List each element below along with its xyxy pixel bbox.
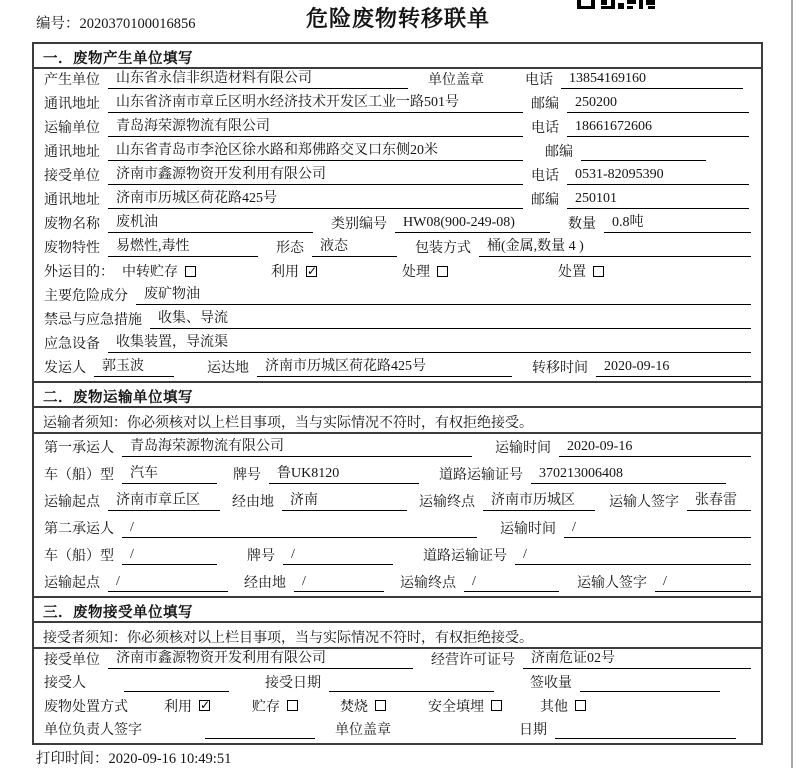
form-row [34,333,761,357]
field-label: 牌号 [247,549,275,564]
waste-form: 液态 [312,235,397,257]
transport-date-2: / [564,520,751,538]
field-label: 运输起点 [44,495,100,510]
section-transporter [34,381,761,596]
checkbox-unchecked-icon [575,700,586,711]
first-carrier: 青岛海荣源物流有限公司 [122,435,472,457]
waste-category-code: HW08(900-249-08) [395,215,550,233]
receiver-address: 济南市历城区荷花路425号 [108,187,523,209]
form-row [34,673,761,697]
checkbox-label: 利用 [164,699,192,715]
purpose-use [271,261,317,281]
field-label: 邮编 [531,193,559,208]
disposal-incinerate [340,696,386,716]
waste-characteristics: 易燃性,毒性 [108,235,258,257]
via-1: 济南 [282,489,407,511]
field-label: 运输起点 [44,576,100,591]
field-label: 外运目的： [44,265,114,280]
section-receiver-title: 三．废物接受单位填写 [34,598,761,623]
end-2: / [464,574,559,592]
origin-2: / [108,574,228,592]
vehicle-type-1: 汽车 [122,462,217,484]
received-amount [580,675,720,692]
field-label: 转移时间 [532,361,588,376]
field-label: 经营许可证号 [431,652,515,668]
unit-seal-label: 单位盖章 [428,73,484,88]
emergency-equipment: 收集装置，导流渠 [108,331,751,353]
field-label: 经由地 [232,495,274,510]
checkbox-unchecked-icon [491,700,502,711]
field-label: 道路运输证号 [439,468,523,483]
disposal-use [164,696,210,716]
form-row [34,141,761,165]
plate-no-1: 鲁UK8120 [269,462,419,484]
waste-quantity: 0.8吨 [604,211,751,233]
field-label: 接受日期 [265,676,321,691]
field-label: 第一承运人 [44,441,114,456]
print-time-value: 2020-09-16 10:49:51 [108,751,232,767]
checkbox-unchecked-icon [437,266,448,277]
field-label: 通讯地址 [44,145,100,160]
transporter-unit: 青岛海荣源物流有限公司 [108,115,523,137]
field-label: 数量 [568,217,596,232]
field-label: 运达地 [207,361,249,376]
checkbox-label: 利用 [271,265,299,280]
form-row [34,165,761,189]
field-label: 包装方式 [415,241,471,256]
checkbox-checked-icon [199,700,210,711]
receiver-postcode: 250101 [567,191,749,209]
print-time [36,747,231,768]
form-row [34,357,761,381]
field-label: 电话 [531,169,559,184]
checkbox-label: 处理 [402,265,430,280]
document-header [0,0,796,40]
field-label: 运输人签字 [609,495,679,510]
transport-date-1: 2020-09-16 [559,439,751,457]
checkbox-unchecked-icon [185,266,196,277]
field-label: 废物处置方式 [44,699,128,715]
form-row [34,720,761,744]
form-row [34,649,761,673]
form-row [34,309,761,333]
field-label: 运输时间 [495,441,551,456]
purpose-treat [402,261,448,281]
field-label: 单位负责人签字 [44,723,142,738]
checkbox-label: 贮存 [252,699,280,715]
transfer-date: 2020-09-16 [596,359,751,377]
field-label: 主要危险成分 [44,289,128,304]
field-label: 邮编 [545,145,573,160]
origin-1: 济南市章丘区 [108,489,220,511]
form-row [34,434,761,461]
field-label: 产生单位 [44,73,100,88]
checkbox-unchecked-icon [375,700,386,711]
producer-unit: 山东省永信非织造材料有限公司 [108,67,408,89]
receive-unit: 济南市鑫源物资开发利用有限公司 [108,647,413,669]
form-row [34,542,761,569]
field-label: 经由地 [244,576,286,591]
field-label: 运输时间 [500,522,556,537]
field-label: 接受单位 [44,169,100,184]
form-row [34,261,761,285]
transporter-phone: 18661672606 [567,119,749,137]
checkbox-unchecked-icon [593,266,604,277]
section-producer [34,44,761,381]
vehicle-type-2: / [122,547,217,565]
field-label: 类别编号 [331,217,387,232]
section-receiver-rows [34,649,761,743]
field-label: 日期 [519,723,547,738]
via-2: / [294,574,384,592]
purpose-transfer-storage [122,261,196,281]
section-transporter-title: 二．废物运输单位填写 [34,383,761,408]
form-row [34,285,761,309]
section-transporter-rows [34,434,761,596]
road-permit-2: / [515,547,751,565]
field-label: 第二承运人 [44,522,114,537]
document-title: 危险废物转移联单 [305,6,490,31]
checkbox-label: 中转贮存 [122,265,178,280]
print-time-label: 打印时间： [36,751,109,767]
responsible-signature [205,722,315,739]
receiver-phone: 0531-82095390 [567,167,749,185]
waste-name: 废机油 [108,211,313,233]
transporter-postcode [581,144,706,161]
field-label: 车（船）型 [44,468,114,483]
form-row [34,69,761,93]
disposal-other [540,696,586,716]
carrier-notice: 运输者须知：你必须核对以上栏目事项，当与实际情况不符时，有权拒绝接受。 [34,408,761,434]
field-label: 电话 [531,121,559,136]
checkbox-label: 焚烧 [340,699,368,715]
field-label: 发运人 [44,361,86,376]
receiver-unit: 济南市鑫源物资开发利用有限公司 [108,163,523,185]
form-row [34,117,761,141]
receive-date [329,675,494,692]
field-label: 电话 [525,73,553,88]
license-no: 济南危证02号 [523,647,751,669]
window-edge [791,0,793,768]
producer-postcode: 250200 [567,95,749,113]
checkbox-label: 处置 [558,265,586,280]
producer-phone: 13854169160 [561,71,743,89]
field-label: 接受人 [44,676,86,691]
field-label: 邮编 [531,97,559,112]
field-label: 运输终点 [400,576,456,591]
field-label: 牌号 [233,468,261,483]
unit-seal-label: 单位盖章 [335,723,391,738]
checkbox-unchecked-icon [287,700,298,711]
carrier-signature-2: / [655,574,751,592]
producer-address: 山东省济南市章丘区明水经济技术开发区工业一路501号 [108,91,523,113]
transfer-form [32,42,763,745]
section-producer-rows [34,69,761,381]
field-label: 接受单位 [44,652,100,668]
consignor: 郭玉波 [94,355,174,377]
section-receiver [34,596,761,743]
carrier-signature-1: 张春雷 [687,489,751,511]
doc-number-value: 2020370100016856 [79,16,196,32]
field-label: 废物名称 [44,217,100,232]
field-label: 通讯地址 [44,97,100,112]
field-label: 运输人签字 [577,576,647,591]
packing-method: 桶(金属,数量 4 ) [479,235,751,257]
field-label: 道路运输证号 [423,549,507,564]
field-label: 废物特性 [44,241,100,256]
destination: 济南市历城区荷花路425号 [257,355,512,377]
field-label: 车（船）型 [44,549,114,564]
section-producer-title: 一．废物产生单位填写 [34,44,761,69]
form-row [34,93,761,117]
doc-number-label: 编号： [36,16,80,32]
checkbox-label: 安全填埋 [428,699,484,715]
form-row [34,696,761,720]
field-label: 签收量 [530,676,572,691]
form-row [34,237,761,261]
form-row [34,189,761,213]
disposal-storage [252,696,298,716]
disposal-landfill [428,696,502,716]
checkbox-checked-icon [306,266,317,277]
purpose-dispose [558,261,604,281]
end-1: 济南市历城区 [483,489,595,511]
road-permit-1: 370213006408 [531,466,726,484]
form-row [34,569,761,596]
sign-date [555,722,736,739]
form-row [34,461,761,488]
transporter-address: 山东省青岛市李沧区徐水路和郑佛路交叉口东侧20米 [108,139,523,161]
main-hazard-component: 废矿物油 [136,283,751,305]
second-carrier: / [122,520,477,538]
checkbox-label: 其他 [540,699,568,715]
receiver-notice: 接受者须知：你必须核对以上栏目事项，当与实际情况不符时，有权拒绝接受。 [34,623,761,649]
field-label: 通讯地址 [44,193,100,208]
qr-code-fragment [577,0,655,10]
field-label: 运输单位 [44,121,100,136]
field-label: 运输终点 [419,495,475,510]
form-row [34,213,761,237]
form-row [34,488,761,515]
form-row [34,515,761,542]
emergency-measures: 收集、导流 [150,307,751,329]
plate-no-2: / [283,547,393,565]
field-label: 形态 [276,241,304,256]
receiver-person [124,675,229,692]
field-label: 禁忌与应急措施 [44,313,142,328]
field-label: 应急设备 [44,337,100,352]
